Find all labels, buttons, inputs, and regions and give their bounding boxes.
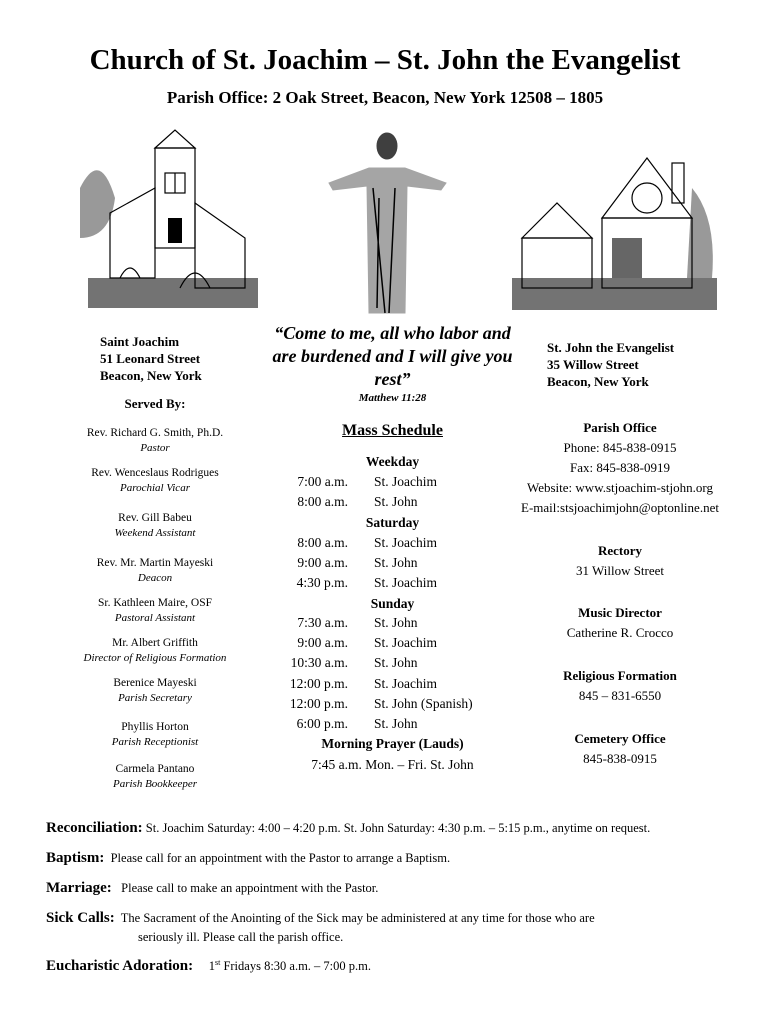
- st-joachim-church-illustration: [80, 128, 265, 318]
- lauds-heading: Morning Prayer (Lauds): [321, 736, 464, 751]
- st-john-name: St. John the Evangelist: [547, 340, 675, 355]
- st-joachim-address: [100, 333, 202, 384]
- scripture-citation: Matthew 11:28: [358, 392, 427, 404]
- office-website[interactable]: Website: www.stjoachim-stjohn.org: [527, 480, 713, 495]
- baptism-section: Baptism: Please call for an appointment with the Pastor to arrange a Baptism.: [46, 850, 451, 866]
- rectory-address: 31 Willow Street: [575, 563, 665, 578]
- christ-statue-illustration: [325, 128, 450, 318]
- mass-row: 7:00 a.m. St. Joachim: [297, 474, 437, 489]
- mass-row: 8:00 a.m. St. Joachim: [297, 535, 437, 550]
- music-director-name: Catherine R. Crocco: [566, 625, 674, 640]
- cemetery-office-info: [500, 729, 740, 769]
- st-john-city: Beacon, New York: [547, 374, 649, 389]
- st-john-church-illustration: [512, 128, 720, 318]
- staff-member: Berenice Mayeski Parish Secretary: [113, 677, 197, 704]
- marriage-section: Marriage: Please call to make an appointment with the Pastor.: [46, 880, 379, 896]
- st-joachim-city: Beacon, New York: [100, 368, 202, 383]
- staff-member: Rev. Richard G. Smith, Ph.D. Pastor: [86, 427, 224, 454]
- st-john-street: 35 Willow Street: [547, 357, 639, 372]
- mass-row: 9:00 a.m. St. Joachim: [297, 635, 437, 650]
- office-phone: Phone: 845-838-0915: [563, 440, 677, 455]
- staff-member: Phyllis Horton Parish Receptionist: [111, 721, 199, 748]
- mass-row: 8:00 a.m. St. John: [297, 494, 418, 509]
- staff-member: Carmela Pantano Parish Bookkeeper: [113, 763, 197, 790]
- sick-calls-continued: seriously ill. Please call the parish office.: [138, 930, 344, 944]
- religious-formation-phone: 845 – 831-6550: [578, 688, 662, 703]
- st-joachim-name: Saint Joachim: [100, 334, 180, 349]
- scripture-quote: “Come to me, all who labor and are burdened and I will give you rest”: [272, 323, 513, 389]
- staff-member: Mr. Albert Griffith Director of Religious Formation: [83, 637, 227, 664]
- mass-row: 7:30 a.m. St. John: [297, 615, 418, 630]
- cemetery-office-phone: 845-838-0915: [583, 751, 657, 766]
- staff-member: Rev. Wenceslaus Rodrigues Parochial Vicar: [91, 467, 219, 494]
- staff-member: Sr. Kathleen Maire, OSF Pastoral Assistant: [97, 597, 213, 624]
- religious-formation-heading: Religious Formation: [563, 668, 677, 683]
- rectory-info: [500, 541, 740, 581]
- mass-schedule-title: Mass Schedule: [342, 422, 443, 439]
- office-fax: Fax: 845-838-0919: [569, 460, 671, 475]
- reconciliation-section: Reconciliation: St. Joachim Saturday: 4:00 – 4:20 p.m. St. John Saturday: 4:30 p.m. – 5:15 p.m., anytime on request.: [46, 820, 651, 836]
- music-director-info: [500, 603, 740, 643]
- parish-office-heading: Parish Office: [583, 420, 657, 435]
- mass-row: 6:00 p.m. St. John: [296, 716, 418, 731]
- music-director-heading: Music Director: [578, 605, 662, 620]
- st-john-address: [547, 339, 674, 390]
- parish-office-address: Parish Office: 2 Oak Street, Beacon, New York 12508 – 1805: [166, 88, 604, 107]
- rectory-heading: Rectory: [597, 543, 643, 558]
- sunday-heading: Sunday: [370, 596, 415, 611]
- parish-office-contacts: [500, 418, 740, 518]
- page-title: Church of St. Joachim – St. John the Evangelist: [89, 44, 681, 76]
- staff-member: Rev. Gill Babeu Weekend Assistant: [114, 512, 196, 539]
- weekday-heading: Weekday: [365, 454, 420, 469]
- sick-calls-section: Sick Calls: The Sacrament of the Anointing of the Sick may be administered at any time for those who are: [46, 910, 595, 926]
- cemetery-office-heading: Cemetery Office: [574, 731, 666, 746]
- served-by-heading: Served By:: [124, 396, 186, 411]
- st-joachim-street: 51 Leonard Street: [100, 351, 201, 366]
- office-email[interactable]: E-mail:stsjoachimjohn@optonline.net: [521, 500, 719, 515]
- mass-row: 4:30 p.m. St. Joachim: [296, 575, 437, 590]
- mass-row: 12:00 p.m. St. John (Spanish): [289, 696, 473, 711]
- religious-formation-info: [500, 666, 740, 706]
- mass-row: 10:30 a.m. St. John: [290, 655, 418, 670]
- eucharistic-adoration-section: Eucharistic Adoration: 1st Fridays 8:30 a.m. – 7:00 p.m.: [46, 958, 372, 975]
- mass-row: 12:00 p.m. St. Joachim: [289, 676, 437, 691]
- staff-member: Rev. Mr. Martin Mayeski Deacon: [96, 557, 214, 584]
- mass-row: 9:00 a.m. St. John: [297, 555, 418, 570]
- lauds-schedule: 7:45 a.m. Mon. – Fri. St. John: [311, 757, 474, 772]
- saturday-heading: Saturday: [365, 515, 420, 530]
